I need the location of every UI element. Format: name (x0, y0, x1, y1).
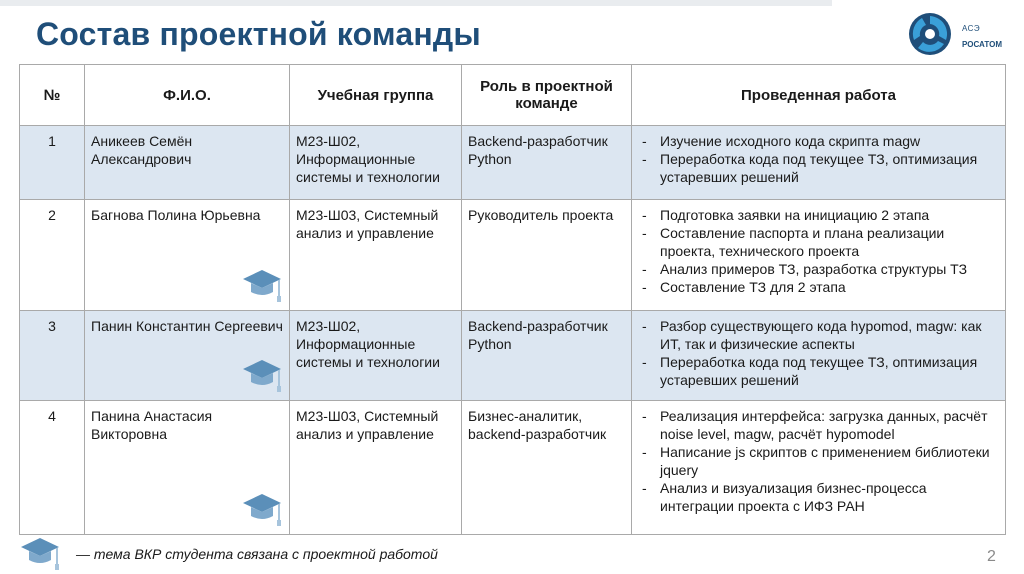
work-item: - Разбор существующего кода hypomod, magw: как ИТ, так и физические аспекты (638, 317, 999, 353)
row-name-text: Багнова Полина Юрьевна (91, 207, 261, 223)
table-row (20, 126, 1006, 200)
row-group: М23-Ш02, Информационные системы и технологии (290, 311, 462, 401)
row-name (85, 311, 290, 401)
header-name: Ф.И.О. (85, 65, 290, 126)
table-row (20, 200, 1006, 311)
work-item: - Реализация интерфейса: загрузка данных, расчёт noise level, magw, расчёт hypomodel (638, 407, 999, 443)
header-role: Роль в проектной команде (462, 65, 632, 126)
table-row (20, 311, 1006, 401)
row-role: Backend-разработчик Python (462, 126, 632, 200)
logo-line2: РОСАТОМ (962, 40, 1002, 49)
graduation-cap-icon (241, 356, 283, 396)
row-works (632, 401, 1006, 535)
graduation-cap-icon (18, 534, 62, 574)
row-role: Backend-разработчик Python (462, 311, 632, 401)
graduation-cap-icon (241, 490, 283, 530)
rosatom-logo (906, 10, 1010, 62)
graduation-cap-icon (241, 266, 283, 306)
work-item: - Изучение исходного кода скрипта magw (638, 132, 999, 150)
table-header-row (20, 65, 1006, 126)
work-item: - Переработка кода под текущее ТЗ, оптимизация устаревших решений (638, 353, 999, 389)
team-table (19, 64, 1006, 535)
row-num: 2 (20, 200, 85, 311)
row-name: Аникеев Семён Александрович (85, 126, 290, 200)
table-row (20, 401, 1006, 535)
work-item: - Составление паспорта и плана реализации проекта, технического проекта (638, 224, 999, 260)
row-num: 4 (20, 401, 85, 535)
row-role: Бизнес-аналитик, backend-разработчик (462, 401, 632, 535)
work-item: - Составление ТЗ для 2 этапа (638, 278, 999, 296)
header-works: Проведенная работа (632, 65, 1006, 126)
row-num: 3 (20, 311, 85, 401)
page-title: Состав проектной команды (36, 16, 481, 52)
footnote: — тема ВКР студента связана с проектной работой (76, 546, 438, 562)
row-group: М23-Ш03, Системный анализ и управление (290, 401, 462, 535)
row-num: 1 (20, 126, 85, 200)
row-works (632, 311, 1006, 401)
row-works (632, 200, 1006, 311)
page-number: 2 (987, 548, 996, 565)
row-name-text: Панина Анастасия Викторовна (91, 408, 213, 442)
logo-line1: АСЭ (962, 24, 981, 33)
row-name (85, 200, 290, 311)
rosatom-logo-icon (906, 10, 954, 58)
header-num: № (20, 65, 85, 126)
work-item: - Написание js скриптов с применением библиотеки jquery (638, 443, 999, 479)
row-name (85, 401, 290, 535)
work-item: - Подготовка заявки на инициацию 2 этапа (638, 206, 999, 224)
top-bar (0, 0, 832, 6)
work-item: - Переработка кода под текущее ТЗ, оптимизация устаревших решений (638, 150, 999, 186)
work-item: - Анализ и визуализация бизнес-процесса интеграции проекта с ИФЗ РАН (638, 479, 999, 515)
row-group: М23-Ш02, Информационные системы и технологии (290, 126, 462, 200)
row-works (632, 126, 1006, 200)
row-group: М23-Ш03, Системный анализ и управление (290, 200, 462, 311)
header-group: Учебная группа (290, 65, 462, 126)
work-item: - Анализ примеров ТЗ, разработка структуры ТЗ (638, 260, 999, 278)
row-name-text: Панин Константин Сергеевич (91, 318, 283, 334)
row-role: Руководитель проекта (462, 200, 632, 311)
